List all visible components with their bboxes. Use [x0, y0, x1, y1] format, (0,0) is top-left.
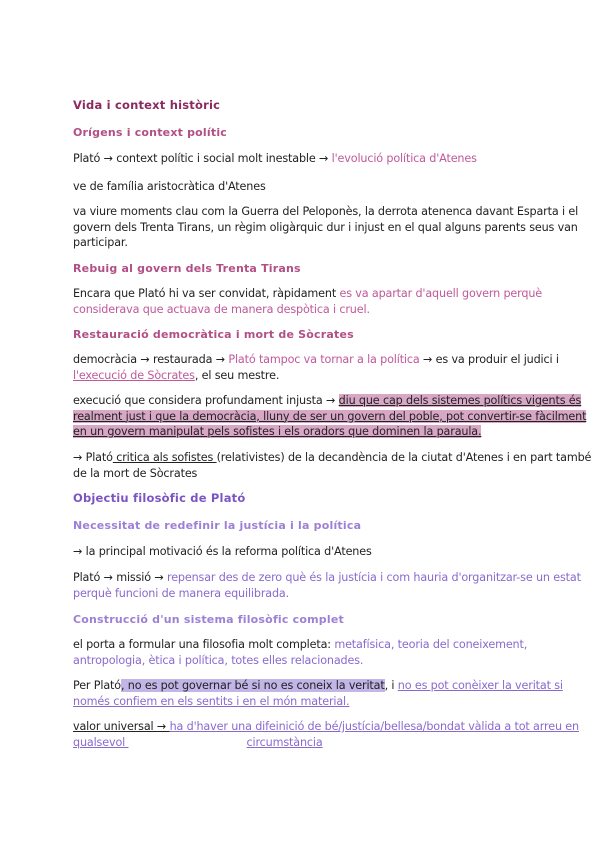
underlined-text: no es pot conèixer la veritat si només confiem en els sentits i en el món material. [73, 679, 563, 708]
highlight-text: l'evolució política d'Atenes [331, 152, 477, 165]
subheading-rebuig: Rebuig al govern dels Trenta Tirans [73, 262, 301, 275]
paragraph-missio [73, 570, 593, 601]
text: Plató → missió → [73, 571, 167, 584]
paragraph-familia: ve de família aristocràtica d'Atenes [73, 180, 266, 193]
subheading-necessitat: Necessitat de redefinir la justícia i la política [73, 519, 362, 532]
text: , el seu mestre. [194, 368, 280, 382]
paragraph-valor-universal [73, 719, 598, 750]
heading-objectiu: Objectiu filosòfic de Plató [73, 491, 246, 505]
paragraph-moments: va viure moments clau com la Guerra del Peloponès, la derrota atenenca davant Esparta i el govern dels Trenta Tirans, un règim oligàrquic dur i injust en el qual alguns parents seus van participar. [73, 205, 579, 250]
text: el porta a formular una filosofia molt completa: [73, 638, 335, 651]
subheading-construccio: Construcció d'un sistema filosòfic complet [73, 613, 344, 626]
highlight-text: Plató tampoc va tornar a la política [228, 353, 420, 366]
text: Encara que Plató hi va ser convidat, ràpidament [73, 287, 340, 300]
paragraph-context [73, 151, 593, 167]
underlined-text: ha d'haver una difeinició de bé/justícia/bellesa/bondat vàlida a tot arreu en [169, 720, 579, 733]
text: → es va produir el judici i [419, 353, 559, 366]
text: Per Plató [73, 679, 121, 692]
highlight-text: es va apartar d'aquell govern perquè considerava que actuava de manera despòtica i cruel. [73, 287, 543, 316]
text: execució que considera profundament injusta → [73, 394, 339, 407]
paragraph-motivacio: → la principal motivació és la reforma política d'Atenes [73, 545, 372, 558]
underlined-text: l'execució de Sòcrates [73, 368, 195, 382]
subheading-restauracio: Restauració democràtica i mort de Sòcrates [73, 328, 354, 341]
text: , i [384, 679, 398, 692]
subheading-origens: Orígens i context polític [73, 126, 228, 139]
highlighted-quote: diu que cap dels sistemes polítics vigents és realment just i que la democràcia, lluny de ser un govern del poble, pot convertir-se fàcilment en un govern manipulat pels sofistes i els oradors que dominen la paraula. [73, 394, 587, 439]
underlined-text: qualsevol [73, 735, 129, 749]
highlight-text: metafísica, teoria del coneixement, antropologia, ètica i política, totes elles relacionades. [73, 638, 528, 667]
text: Plató → context polític i social molt inestable → [73, 152, 332, 165]
paragraph-democracia [73, 352, 593, 383]
text: democràcia → restaurada → [73, 353, 229, 366]
highlight-text: repensar des de zero què és la justícia i com hauria d'organitzar-se un estat perquè funcioni de manera equilibrada. [73, 571, 581, 600]
heading-vida-context: Vida i context històric [73, 98, 221, 112]
paragraph-veritat [73, 678, 593, 709]
highlighted-text: , no es pot governar bé si no es coneix la veritat [120, 679, 385, 692]
text: (relativistes) de la decandència de la ciutat d'Atenes i en part també de la mort de Sòcrates [73, 451, 592, 480]
paragraph-rebuig [73, 286, 593, 317]
text: → Plató [73, 451, 113, 464]
underlined-text: critica als sofistes [112, 451, 217, 464]
underlined-text: valor universal → [73, 720, 170, 733]
paragraph-execucio [73, 393, 593, 440]
paragraph-sofistes [73, 450, 593, 481]
paragraph-filosofia [73, 637, 593, 668]
underlined-text: circumstància [246, 735, 323, 749]
